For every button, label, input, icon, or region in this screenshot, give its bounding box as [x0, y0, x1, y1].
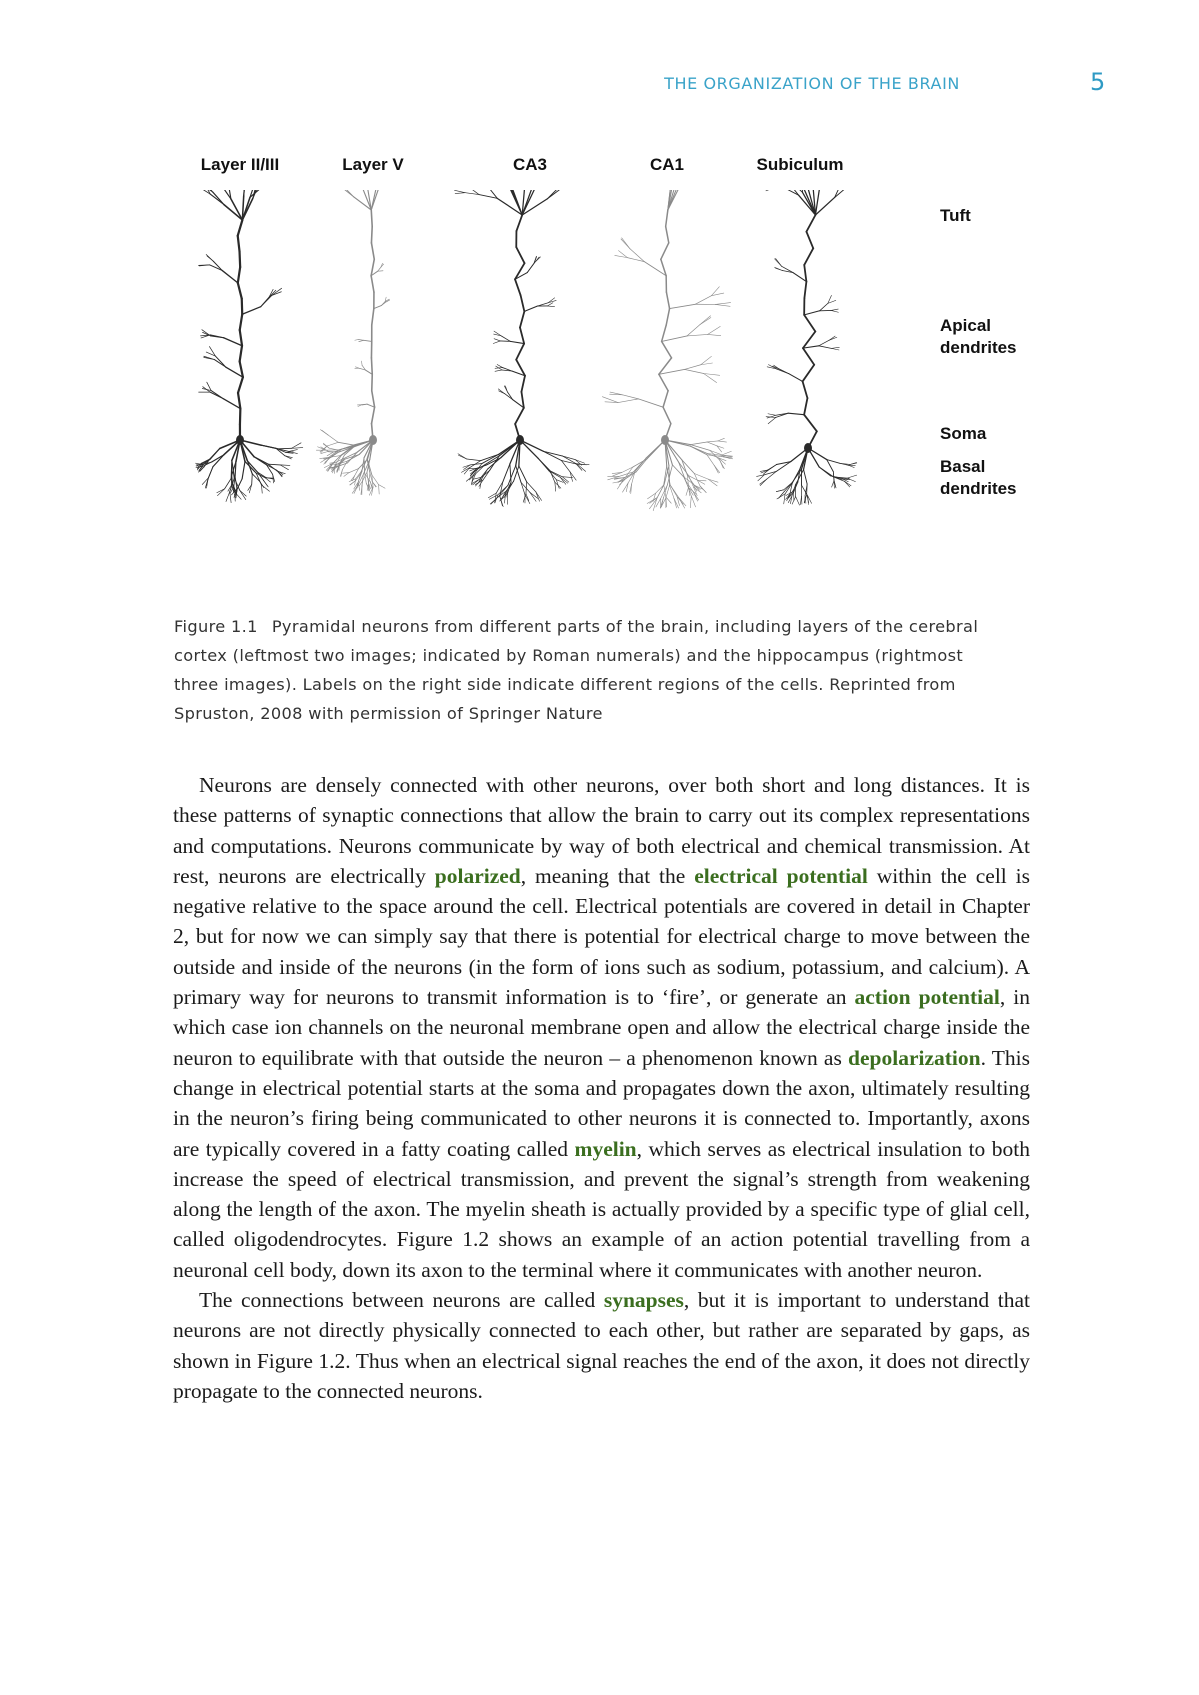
column-label-layer-5: Layer V [342, 155, 404, 174]
label-basal-1: Basal [940, 457, 986, 476]
page-number: 5 [1090, 68, 1106, 96]
text-run: , meaning that the [520, 863, 695, 888]
text-run: Neurons are densely connected with other neurons, over both short and long distances. It is these patterns of synaptic connections that allow the brain to carry out its complex representations and computations. Neurons communicate by way of both electrical and chemical transmission. At rest, neurons are electrically [173, 773, 1030, 888]
column-label-ca3: CA3 [512, 155, 548, 174]
key-term-action-potential: action potential [854, 985, 1000, 1010]
figure-caption-label: Figure 1.1 [174, 617, 258, 636]
text-run: . This change in electrical potential starts at the soma and propagates down the axon, ultimately resulting in the neuron’s firing being communicated to other neurons it is connected to. Importantly, axons are typically covered in a fatty coating called [173, 1045, 1030, 1161]
figure-1-1 [160, 155, 1020, 555]
text-run: The connections between neurons are called [199, 1288, 604, 1313]
label-soma: Soma [940, 424, 987, 443]
key-term-synapses: synapses [603, 1288, 684, 1313]
column-label-ca1: CA1 [649, 155, 685, 174]
figure-caption [174, 612, 994, 728]
figure-caption-text: Pyramidal neurons from different parts of the brain, including layers of the cerebral cortex (leftmost two images; indicated by Roman numerals) and the hippocampus (rightmost three images). Labels on the right side indicate different regions of the cells. Reprinted from Spruston, 2008 with permission of Springer Nature [174, 617, 979, 723]
label-basal-2: dendrites [940, 479, 1017, 498]
label-apical-1: Apical [940, 316, 992, 335]
label-tuft: Tuft [940, 206, 971, 225]
key-term-depolarization: depolarization [848, 1045, 981, 1070]
text-run: within the cell is negative relative to the space around the cell. Electrical potentials are covered in detail in Chapter 2, but for now we can simply say that there is potential for electrical charge to move between the outside and inside of the neurons (in the form of ions such as sodium, potassium, and calcium). A primary way for neurons to transmit information is to ‘fire’, or generate an [173, 863, 1030, 1010]
paragraph-1 [173, 770, 1030, 1285]
text-run: , which serves as electrical insulation to both increase the speed of electrical transmission, and prevent the signal’s strength from weakening along the length of the axon. The myelin sheath is actually provided by a specific type of glial cell, called oligodendrocytes. Figure 1.2 shows an example of an action potential travelling from a neuronal cell body, down its axon to the terminal where it communicates with another neuron. [173, 1136, 1030, 1282]
column-label-subiculum: Subiculum [756, 155, 844, 174]
body-text [173, 770, 1030, 1406]
paragraph-2 [173, 1285, 1030, 1406]
key-term-polarized: polarized [434, 863, 521, 888]
column-label-layer-2-3: Layer II/III [200, 155, 280, 174]
label-apical-2: dendrites [940, 338, 1017, 357]
key-term-myelin: myelin [574, 1136, 637, 1161]
text-run: , but it is important to understand that neurons are not directly physically connected to each other, but rather are separated by gaps, as shown in Figure 1.2. Thus when an electrical signal reaches the end of the axon, it does not directly propagate to the connected neurons. [173, 1288, 1030, 1403]
text-run: , in which case ion channels on the neuronal membrane open and allow the electrical charge inside the neuron to equilibrate with that outside the neuron – a phenomenon known as [173, 985, 1030, 1070]
running-head: THE ORGANIZATION OF THE BRAIN [664, 74, 960, 93]
key-term-electrical-potential: electrical potential [694, 863, 868, 888]
neuron-drawings [160, 190, 940, 560]
